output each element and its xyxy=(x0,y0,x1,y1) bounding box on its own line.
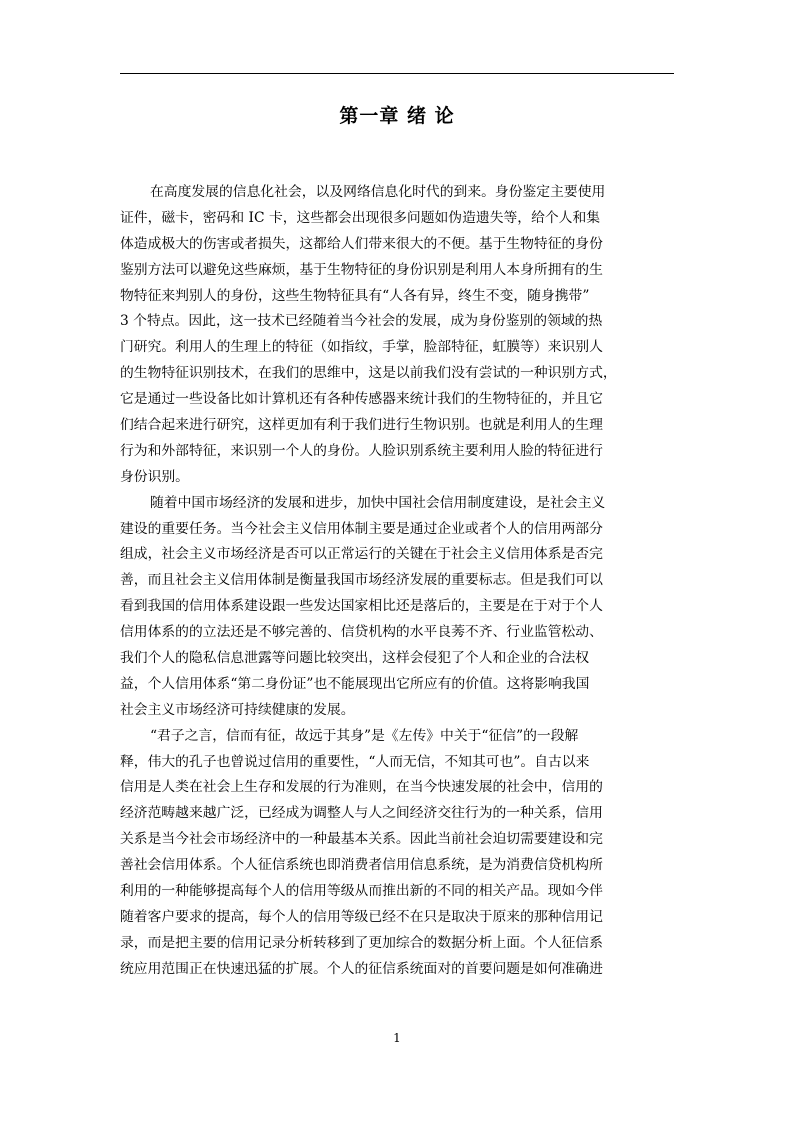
text-line: 它是通过一些设备比如计算机还有各种传感器来统计我们的生物特征的，并且它 xyxy=(120,391,603,408)
text-line: 信用体系的的立法还是不够完善的、信贷机构的水平良莠不齐、行业监管松动、 xyxy=(120,624,603,641)
text-line: 建设的重要任务。当今社会主义信用体制主要是通过企业或者个人的信用两部分 xyxy=(120,520,603,537)
text-line: 经济范畴越来越广泛，已经成为调整人与人之间经济交往行为的一种关系，信用 xyxy=(120,805,603,822)
text-line: 在高度发展的信息化社会，以及网络信息化时代的到来。身份鉴定主要使用 xyxy=(150,184,606,200)
text-line: 体造成极大的伤害或者损失，这都给人们带来很大的不便。基于生物特征的身份 xyxy=(120,235,603,252)
chapter-title: 第一章 绪 论 xyxy=(339,105,455,127)
text-line: 释，伟大的孔子也曾说过信用的重要性，“人而无信，不知其可也”。自古以来 xyxy=(120,753,590,770)
text-line: 录，而是把主要的信用记录分析转移到了更加综合的数据分析上面。个人征信系 xyxy=(120,934,603,951)
text-line: 行为和外部特征，来识别一个人的身份。人脸识别系统主要利用人脸的特征进行 xyxy=(120,442,603,459)
text-line: 证件，磁卡，密码和 IC 卡，这些都会出现很多问题如伪造遗失等，给个人和集 xyxy=(120,209,601,226)
text-line: 物特征来判别人的身份，这些生物特征具有“人各有异，终生不变，随身携带” xyxy=(120,287,590,304)
text-line: 信用是人类在社会上生存和发展的行为准则，在当今快速发展的社会中，信用的 xyxy=(120,779,603,796)
text-line: 随着中国市场经济的发展和进步，加快中国社会信用制度建设，是社会主义 xyxy=(150,494,606,511)
text-line: 门研究。利用人的生理上的特征（如指纹，手掌，脸部特征，虹膜等）来识别人 xyxy=(120,339,603,356)
text-line: 社会主义市场经济可持续健康的发展。 xyxy=(120,701,355,718)
text-line: 组成，社会主义市场经济是否可以正常运行的关键在于社会主义信用体系是否完 xyxy=(120,546,603,563)
text-line: 利用的一种能够提高每个人的信用等级从而推出新的不同的相关产品。现如今伴 xyxy=(120,883,603,900)
text-line: 鉴别方法可以避免这些麻烦，基于生物特征的身份识别是利用人本身所拥有的生 xyxy=(120,261,603,278)
text-line: 善，而且社会主义信用体制是衡量我国市场经济发展的重要标志。但是我们可以 xyxy=(120,572,603,589)
body-text xyxy=(120,180,676,983)
text-line: 们结合起来进行研究，这样更加有利于我们进行生物识别。也就是利用人的生理 xyxy=(120,417,603,434)
text-line: 善社会信用体系。个人征信系统也即消费者信用信息系统，是为消费信贷机构所 xyxy=(120,857,603,874)
text-line: 我们个人的隐私信息泄露等问题比较突出，这样会侵犯了个人和企业的合法权 xyxy=(120,650,590,667)
text-line: 随着客户要求的提高，每个人的信用等级已经不在只是取决于原来的那种信用记 xyxy=(120,908,603,925)
text-line: “君子之言，信而有征，故远于其身”是《左传》中关于“征信”的一段解 xyxy=(150,727,579,744)
text-line: 3 个特点。因此，这一技术已经随着当今社会的发展，成为身份鉴别的领域的热 xyxy=(120,313,603,330)
header-rule xyxy=(120,73,674,74)
text-line: 统应用范围正在快速迅猛的扩展。个人的征信系统面对的首要问题是如何准确进 xyxy=(120,960,603,977)
text-line: 关系是当今社会市场经济中的一种最基本关系。因此当前社会迫切需要建设和完 xyxy=(120,831,603,848)
text-line: 看到我国的信用体系建设跟一些发达国家相比还是落后的，主要是在于对于个人 xyxy=(120,598,603,615)
text-line: 的生物特征识别技术，在我们的思维中，这是以前我们没有尝试的一种识别方式， xyxy=(120,365,617,382)
text-line: 益，个人信用体系“第二身份证”也不能展现出它所应有的价值。这将影响我国 xyxy=(120,675,590,692)
page-number: 1 xyxy=(393,1031,401,1045)
text-line: 身份识别。 xyxy=(120,468,189,485)
